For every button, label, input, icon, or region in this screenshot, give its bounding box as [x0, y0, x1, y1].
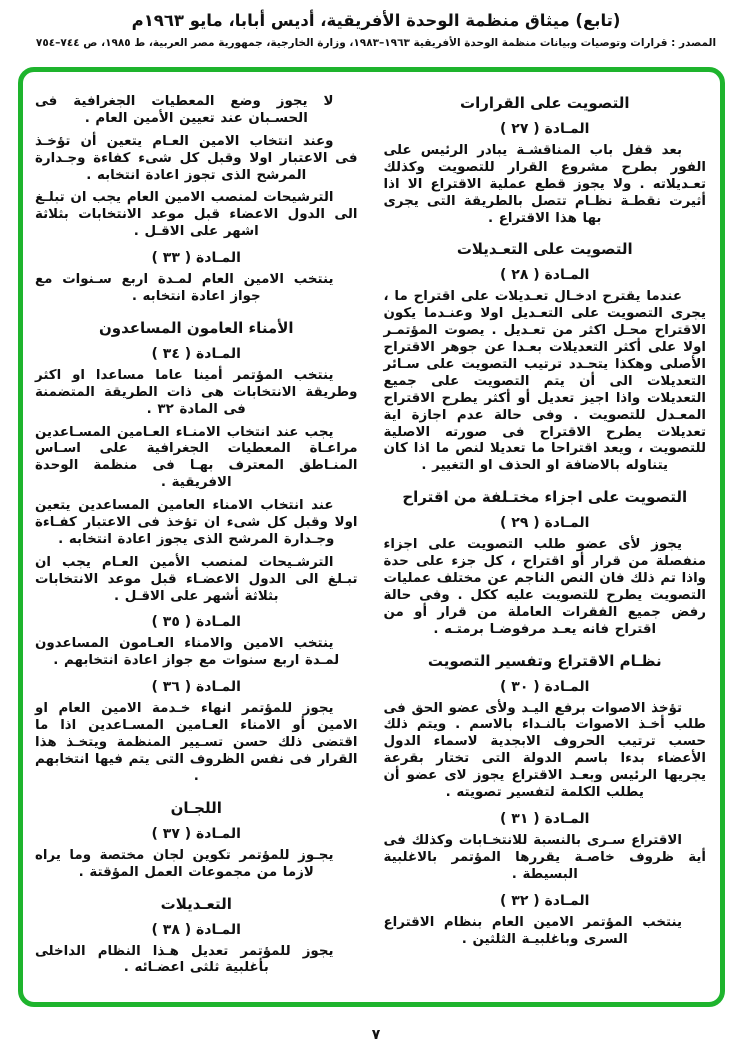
column-left [35, 94, 358, 994]
paragraph: عند انتخاب الامناء العامين المساعدين يتعين اولا وقبل كل شىء ان تؤخذ فى الاعتبار كفـاءة وجـدارة المرشح الذى يجوز اعادة انتخابه . [35, 498, 358, 547]
article-number: المـادة ( ٢٨ ) [500, 267, 590, 284]
paragraph: يجـوز للمؤتمر تكوين لجان مختصة وما يراه لازما من مجموعات العمل المؤقتة . [35, 847, 334, 880]
doc-header [0, 0, 752, 49]
paragraph: ينتخب المؤتمر الامين العام بنظام الاقتراع السرى وباغلبيـة الثلثين . [383, 914, 682, 947]
article-number: المـادة ( ٣٦ ) [151, 679, 241, 696]
article-number: المـادة ( ٣١ ) [500, 810, 590, 827]
paragraph: وعند انتخاب الامين العـام يتعين أن تؤخـذ فى الاعتبار اولا وقبل كل شىء كفاءة وجـدارة المرشح الذى تجوز اعادة انتخابه . [35, 133, 358, 183]
paragraph: ينتخب الامين العام لمـدة اربع سـنوات مع جواز اعادة انتخابه . [35, 272, 334, 305]
article-number: المـادة ( ٣٢ ) [500, 892, 590, 909]
section-heading: اللجـان [170, 798, 222, 817]
article-number: المـادة ( ٣٤ ) [151, 345, 241, 362]
page-number: ٧ [371, 1027, 381, 1043]
paragraph: لا يجوز وضع المعطيات الجغرافية فى الحسـبان عند تعيين الأمين العام . [35, 94, 334, 126]
paragraph: الترشـيحات لمنصب الأمين العـام يجب ان تبـلغ الى الدول الاعضـاء قبل موعد الانتخابات بثلاثة أشهر على الاقـل . [35, 554, 358, 604]
paragraph: يجب عند انتخاب الامنـاء العـامين المسـاعدين مراعـاة المعطيات الجغرافية على اسـاس المنـاطق المعترف بهـا فى منظمة الوحدة الافريقية . [35, 424, 358, 491]
article-number: المـادة ( ٣٨ ) [151, 921, 241, 938]
paragraph: الاقتراع سـرى بالنسبة للانتخـابات وكذلك فى أية ظروف خاصـة يقررها المؤتمر بالاغلبية البسيطة . [383, 832, 706, 882]
content-frame [18, 67, 725, 1007]
section-heading: التصويت على التعـديلات [456, 240, 633, 259]
paragraph: الترشيحات لمنصب الامين العام يجب ان تبلـغ الى الدول الاعضاء قبل موعد الانتخابات بثلاثة اشهر على الاقـل . [35, 190, 358, 240]
paragraph: يجوز لأى عضو طلب التصويت على اجزاء منفصلة من قرار أو اقتراح ، كل جزء على حدة واذا تم ذلك فان النص الناجم عن مختلف عمليات التصويت يطرح للتصويت عليه ككل . وفى حالة رفض جميع الفقرات العاملة من قرار أو من اقتراح فانه يعـد مرفوضـا برمتـه . [383, 537, 706, 637]
section-heading: نظـام الاقتراع وتفسير التصويت [427, 651, 662, 670]
article-number: المـادة ( ٣٧ ) [151, 825, 241, 842]
article-number: المـادة ( ٢٧ ) [500, 121, 590, 137]
article-number: المـادة ( ٢٩ ) [500, 515, 590, 532]
section-heading: التصويت على اجزاء مختـلفة من اقتراح [402, 488, 688, 507]
doc-title: (تابع) ميثاق منظمة الوحدة الأفريقية، أديس أبابا، مايو ١٩٦٣م [131, 11, 621, 30]
paragraph: ينتخب المؤتمر أمينا عاما مساعدا او اكثر وطريقة الانتخابات هى ذات الطريقة المتضمنة فى المادة ٣٢ . [35, 367, 358, 417]
column-right [384, 94, 707, 994]
paragraph: بعد قفل باب المناقشـة يبادر الرئيس على الفور بطرح مشروع القرار للتصويت وكذلك تعـديلاته . ولا يجوز قطع عملية الاقتراع الا اذا أثيرت نقطـة نظـام تتصل بالطريقة التى يجرى بها هذا الاقتراع . [383, 143, 706, 226]
section-heading: التعـديلات [160, 894, 232, 913]
paragraph: ينتخب الامين والامناء العـامون المساعدون لمـدة اربع سنوات مع جواز اعادة انتخابهم . [35, 636, 340, 669]
paragraph: عندما يقترح ادخـال تعـديلات على اقتراح ما ، يجرى التصويت على التعـديل اولا وعنـدما يكون الاقتراح محـل اكثر من تعـديل . يصوت المؤتمـر اولا على أكثر التعديلات بعـدا عن جوهر الاقتراح الأصلى وهكذا يتحـدد ترتيب التصويت على سـائر التعديلات الى أن يتم التصويت على جميع التعديلات واذا اجيز تعديل أو أكثر يطرح الاقتراح المعـدل للتصويت . وفى حالة عدم اجازة اية تعديلات يطرح الاقتراح فى صورته الاصلية للتصويت ، ويعد اقتراحا ما تعديلا لنص ما اذا كان يتناوله بالاضافة او الحذف او التغيير . [383, 289, 706, 474]
section-heading: التصويت على القرارات [460, 94, 630, 112]
paragraph: تؤخذ الاصوات برفع اليـد ولأى عضو الحق فى طلب أخـذ الاصوات بالنـداء بالاسم . ويتم ذلك حسب ترتيب الحروف الابجدية لاسماء الدول الأعضاء بدءا باسم الدولة التى تختار بقرعة يجريها الرئيس وبعـد الاقتراع يجوز لاى عضو أن يطلب الكلمة لتفسير تصويته . [383, 700, 706, 801]
section-heading: الأمناء العامون المساعدون [98, 318, 294, 337]
paragraph: يجوز للمؤتمر انهاء خـدمة الامين العام او الامين أو الامناء العـامين المسـاعدين اذا ما اقتضى ذلك حسن تسـيير المنظمة ويتخـذ هذا القرار فى نفس الظروف التى يتم فيها انتخابهم . [35, 701, 358, 784]
article-number: المـادة ( ٣٠ ) [500, 678, 590, 695]
doc-source-line: المصدر : قرارات وتوصيات وبيانات منظمة الوحدة الأفريقية ١٩٦٣–١٩٨٣، وزارة الخارجية، جمهورية مصر العربية، ط ١٩٨٥، ص ٧٤٤–٧٥٤ [35, 37, 717, 49]
article-number: المـادة ( ٣٣ ) [151, 250, 241, 267]
paragraph: يجوز للمؤتمر تعديل هـذا النظام الداخلى بأغلبية ثلثى اعضـائه . [35, 943, 334, 976]
article-number: المـادة ( ٣٥ ) [151, 614, 241, 631]
